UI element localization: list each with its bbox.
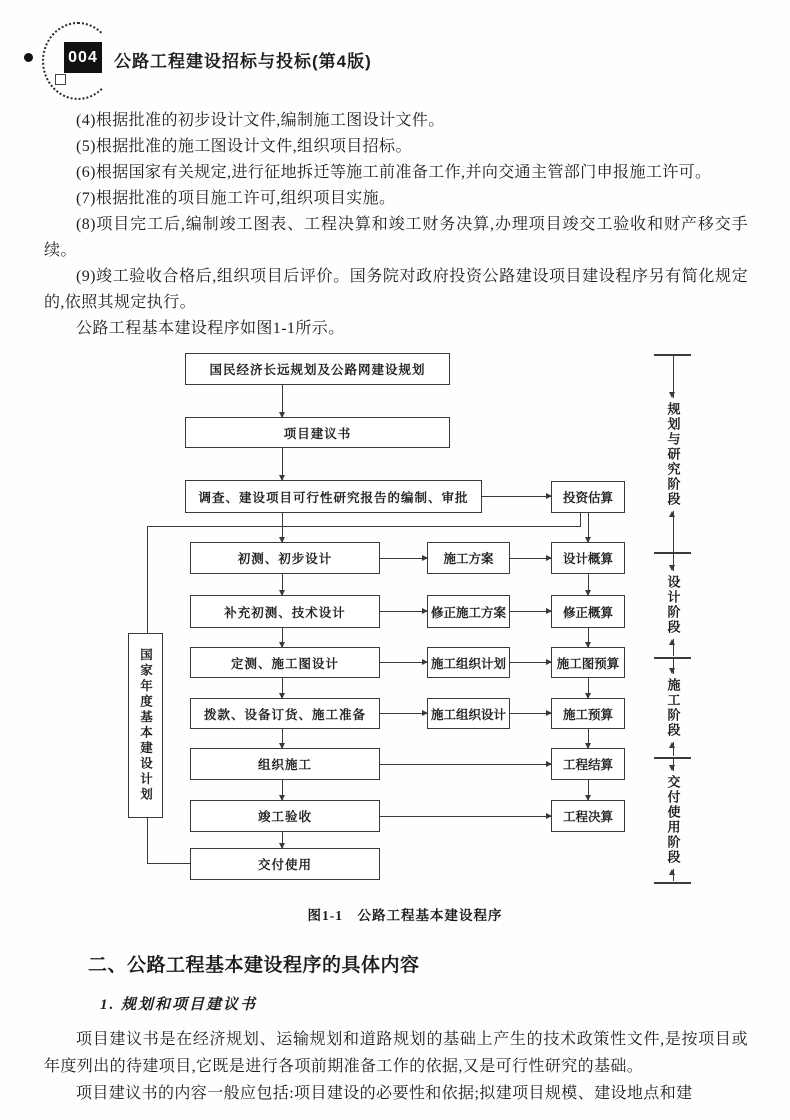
flow-box-project-settlement: 工程结算 <box>551 748 625 780</box>
flow-line <box>580 513 581 527</box>
section-heading: 二、公路工程基本建设程序的具体内容 <box>88 955 420 976</box>
intro-paragraphs <box>0 102 790 342</box>
stage-arrow-down <box>673 759 674 771</box>
flow-arrow-right <box>380 558 427 559</box>
flow-line <box>147 818 148 864</box>
flow-arrow-down <box>282 513 283 542</box>
flow-arrow-down <box>282 574 283 595</box>
flow-arrow-down <box>588 628 589 647</box>
flow-arrow-down <box>588 513 589 542</box>
flow-arrow-right <box>380 764 551 765</box>
flow-arrow-right <box>510 558 551 559</box>
stage-label-design: 设计阶段 <box>665 575 681 635</box>
flow-box-construction-organization-plan: 施工组织计划 <box>427 647 510 678</box>
flow-arrow-right <box>380 611 427 612</box>
flow-arrow-down <box>282 628 283 647</box>
flow-arrow-down <box>282 448 283 480</box>
stage-arrow-down <box>673 356 674 398</box>
flow-box-construction-budget: 施工预算 <box>551 698 625 729</box>
flow-box-supplementary-survey-technical-design: 补充初测、技术设计 <box>190 595 380 628</box>
section-paragraph-2: 项目建议书的内容一般应包括:项目建设的必要性和依据;拟建项目规模、建设地点和建 <box>76 1085 693 1102</box>
flow-box-design-budget: 设计概算 <box>551 542 625 574</box>
flow-box-organize-construction: 组织施工 <box>190 748 380 780</box>
flow-arrow-right <box>510 611 551 612</box>
flow-arrow-down <box>282 678 283 698</box>
stage-handover <box>660 759 686 881</box>
stage-arrow-down <box>673 554 674 571</box>
page-header <box>0 0 790 102</box>
book-title: 公路工程建设招标与投标(第4版) <box>114 52 372 71</box>
stage-planning-research <box>660 356 686 552</box>
section-paragraph-1: 项目建议书是在经济规划、运输规划和道路规划的基础上产生的技术政策性文件,是按项目或年度列出的待建项目,它既是进行各项前期准备工作的依据,又是可行性研究的基础。 <box>44 1031 748 1075</box>
flow-arrow-right <box>510 662 551 663</box>
flow-arrow-down <box>588 574 589 595</box>
section-subheading: 1. 规划和项目建议书 <box>100 997 258 1013</box>
flow-box-national-economy-plan: 国民经济长远规划及公路网建设规划 <box>185 353 450 385</box>
paragraph-7: (7)根据批准的项目施工许可,组织项目实施。 <box>76 190 396 207</box>
flow-arrow-down <box>588 729 589 748</box>
flow-arrow-down <box>588 780 589 800</box>
flow-box-construction-organization-design: 施工组织设计 <box>427 698 510 729</box>
flow-box-construction-plan: 施工方案 <box>427 542 510 574</box>
stage-design <box>660 554 686 656</box>
flow-arrow-right <box>510 713 551 714</box>
flow-line <box>147 526 148 633</box>
flow-box-revised-construction-plan: 修正施工方案 <box>427 595 510 628</box>
flow-box-revised-budget: 修正概算 <box>551 595 625 628</box>
stage-label-handover: 交付使用阶段 <box>665 775 681 865</box>
flow-line <box>147 863 190 864</box>
figure-caption: 图1-1 公路工程基本建设程序 <box>307 908 503 923</box>
stage-arrow-up <box>673 869 674 881</box>
stage-arrow-up <box>673 511 674 553</box>
flow-arrow-down <box>282 729 283 748</box>
flow-box-completion-acceptance: 竣工验收 <box>190 800 380 832</box>
flow-arrow-right <box>380 713 427 714</box>
flow-box-construction-drawing-budget: 施工图预算 <box>551 647 625 678</box>
stage-arrow-down <box>673 659 674 674</box>
paragraph-4: (4)根据批准的初步设计文件,编制施工图设计文件。 <box>76 112 445 129</box>
flow-box-final-survey-drawing-design: 定测、施工图设计 <box>190 647 380 678</box>
flowchart-figure <box>0 350 790 896</box>
stage-label-construction: 施工阶段 <box>665 677 681 738</box>
paragraph-8: (8)项目完工后,编制竣工图表、工程决算和竣工财务决算,办理项目竣交工验收和财产移交手续。 <box>44 216 748 259</box>
stage-arrow-up <box>673 639 674 656</box>
flow-arrow-down <box>282 832 283 848</box>
stage-label-planning-research: 规划与研究阶段 <box>665 401 681 507</box>
stage-tick <box>654 882 691 884</box>
paragraph-5: (5)根据批准的施工图设计文件,组织项目招标。 <box>76 138 412 155</box>
paragraph-figure-ref: 公路工程基本建设程序如图1-1所示。 <box>76 320 345 337</box>
flow-box-national-annual-plan: 国家年度基本建设计划 <box>128 633 163 818</box>
stage-construction <box>660 659 686 756</box>
flow-box-final-accounts: 工程决算 <box>551 800 625 832</box>
flow-box-feasibility-study: 调查、建设项目可行性研究报告的编制、审批 <box>185 480 482 513</box>
flow-box-funding-equipment-preparation: 拨款、设备订货、施工准备 <box>190 698 380 729</box>
stage-arrow-up <box>673 742 674 757</box>
decorative-bullet-icon <box>24 53 33 62</box>
flow-box-handover: 交付使用 <box>190 848 380 880</box>
page-number-badge: 004 <box>64 42 102 73</box>
flow-arrow-right <box>380 816 551 817</box>
flow-box-preliminary-survey-design: 初测、初步设计 <box>190 542 380 574</box>
decorative-square-icon <box>55 74 66 85</box>
flow-arrow-down <box>282 385 283 417</box>
flow-arrow-right <box>380 662 427 663</box>
flow-box-investment-estimate: 投资估算 <box>551 481 625 513</box>
paragraph-9: (9)竣工验收合格后,组织项目后评价。国务院对政府投资公路建设项目建设程序另有简化规定的,依照其规定执行。 <box>44 268 748 311</box>
paragraph-6: (6)根据国家有关规定,进行征地拆迁等施工前准备工作,并向交通主管部门申报施工许可。 <box>76 164 712 181</box>
flow-box-project-proposal: 项目建议书 <box>185 417 450 448</box>
flow-line <box>147 526 581 527</box>
flow-arrow-down <box>282 780 283 800</box>
flow-arrow-down <box>588 678 589 698</box>
flow-arrow-right <box>482 496 551 497</box>
section-two <box>0 950 790 1107</box>
